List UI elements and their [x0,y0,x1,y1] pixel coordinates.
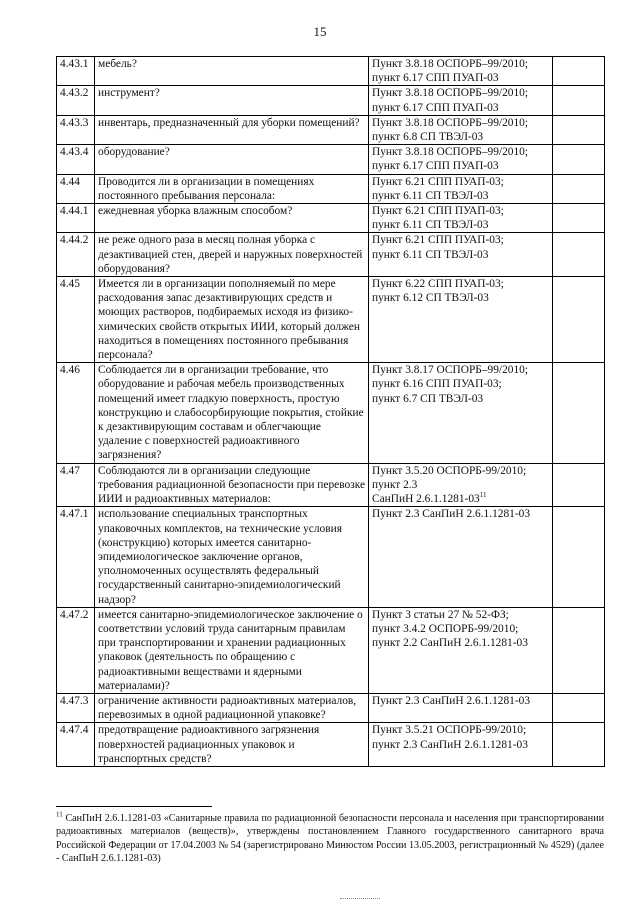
requirement-text: не реже одного раза в месяц полная уборка с дезактивацией стен, дверей и наружных поверхностей оборудования? [95,233,369,277]
blank-answer-cell [553,277,605,363]
requirement-text: оборудование? [95,145,369,174]
reference-line [372,86,549,100]
reference-cell [369,507,553,607]
requirement-text: Имеется ли в организации пополняемый по мере расходования запас дезактивирующих средств и моющих растворов, подбираемых исходя из физико-химических свойств открытых ИИИ, который должен находиться в помещениях постоянного пребывания персонала? [95,277,369,363]
reference-text: Пункт 3.5.20 ОСПОРБ-99/2010; [372,464,527,477]
reference-line [372,145,549,159]
reference-text: Пункт 2.3 СанПиН 2.6.1.1281-03 [372,694,531,707]
blank-answer-cell [553,233,605,277]
reference-text: пункт 2.2 СанПиН 2.6.1.1281-03 [372,637,528,650]
footnote-text: СанПиН 2.6.1.1281-03 «Санитарные правила по радиационной безопасности персонала и населения при транспортировании радиоактивных материалов (веществ)», утверждены постановлением Главного государственного санитарного врача Российской Федерации от 17.04.2003 № 54 (зарегистрировано Минюстом России 13.05.2003, регистрационный № 4529) (далее - СанПиН 2.6.1.1281-03) [56,813,604,864]
reference-line [372,738,549,752]
page-number: 15 [313,24,327,39]
reference-text: пункт 6.11 СП ТВЭЛ-03 [372,189,489,202]
item-number: 4.43.2 [57,86,95,115]
reference-cell [369,693,553,722]
requirement-text: имеется санитарно-эпидемиологическое заключение о соответствии условий труда санитарным правилам при транспортировании и хранении радиационных упаковок (деятельность по обращению с радиоактивными веществами и ядерными материалами)? [95,607,369,693]
footnote-divider [56,806,212,807]
reference-text: СанПиН 2.6.1.1281-03 [372,493,480,506]
reference-cell [369,115,553,144]
reference-line [372,218,549,232]
item-number: 4.44 [57,174,95,203]
blank-answer-cell [553,463,605,507]
table-row [57,693,605,722]
reference-cell [369,723,553,767]
reference-line [372,116,549,130]
reference-line [372,723,549,737]
reference-cell [369,363,553,463]
reference-line [372,636,549,650]
table-row [57,507,605,607]
blank-answer-cell [553,57,605,86]
table-row [57,363,605,463]
reference-text: пункт 6.7 СП ТВЭЛ-03 [372,392,484,405]
requirement-text: ограничение активности радиоактивных материалов, перевозимых в одной радиационной упаковке? [95,693,369,722]
reference-line [372,204,549,218]
requirement-text: Соблюдаются ли в организации следующие требования радиационной безопасности при перевозке ИИИ и радиоактивных материалов: [95,463,369,507]
reference-text: пункт 3.4.2 ОСПОРБ-99/2010; [372,622,519,635]
reference-line [372,101,549,115]
reference-line [372,277,549,291]
item-number: 4.43.1 [57,57,95,86]
item-number: 4.47.1 [57,507,95,607]
table-row [57,57,605,86]
reference-text: Пункт 3.8.18 ОСПОРБ–99/2010; [372,58,529,70]
reference-cell [369,607,553,693]
item-number: 4.44.1 [57,204,95,233]
blank-answer-cell [553,607,605,693]
reference-line [372,464,549,478]
table-row [57,607,605,693]
table-row [57,723,605,767]
item-number: 4.45 [57,277,95,363]
reference-line [372,248,549,262]
reference-line [372,507,549,521]
requirement-text: инструмент? [95,86,369,115]
reference-text: Пункт 3.8.18 ОСПОРБ–99/2010; [372,146,529,159]
reference-cell [369,204,553,233]
reference-line [372,291,549,305]
reference-text: Пункт 6.21 СПП ПУАП-03; [372,205,504,218]
item-number: 4.44.2 [57,233,95,277]
reference-line [372,175,549,189]
reference-text: пункт 2.3 [372,478,418,491]
table-row [57,145,605,174]
reference-line [372,71,549,85]
reference-text: пункт 6.17 СПП ПУАП-03 [372,101,499,114]
reference-line [372,492,549,506]
reference-line [372,363,549,377]
table-row [57,463,605,507]
reference-text: пункт 6.16 СПП ПУАП-03; [372,378,502,391]
requirement-text: мебель? [95,57,369,86]
scan-artifact [340,898,380,901]
reference-cell [369,463,553,507]
reference-text: Пункт 3.8.18 ОСПОРБ–99/2010; [372,116,529,129]
footnote-marker: 11 [56,810,63,819]
reference-text: пункт 6.11 СП ТВЭЛ-03 [372,248,489,261]
reference-line [372,478,549,492]
reference-text: Пункт 3.5.21 ОСПОРБ-99/2010; [372,724,527,737]
reference-text: пункт 6.17 СПП ПУАП-03 [372,160,499,173]
requirement-text: предотвращение радиоактивного загрязнения поверхностей радиационных упаковок и транспортных средств? [95,723,369,767]
reference-line [372,377,549,391]
table-row [57,233,605,277]
reference-line [372,130,549,144]
requirement-text: Соблюдается ли в организации требование, что оборудование и рабочая мебель производственных помещений имеет гладкую поверхность, простую конструкцию и слабосорбирующие покрытия, стойкие к дезактивирующим составам и облегчающие удаление с поверхностей радиоактивного загрязнения? [95,363,369,463]
reference-text: пункт 2.3 СанПиН 2.6.1.1281-03 [372,738,528,751]
item-number: 4.43.3 [57,115,95,144]
item-number: 4.43.4 [57,145,95,174]
reference-line [372,189,549,203]
blank-answer-cell [553,723,605,767]
reference-text: Пункт 6.21 СПП ПУАП-03; [372,175,504,188]
reference-line [372,233,549,247]
reference-text: Пункт 2.3 СанПиН 2.6.1.1281-03 [372,508,531,521]
blank-answer-cell [553,204,605,233]
blank-answer-cell [553,174,605,203]
reference-text: Пункт 3 статьи 27 № 52-ФЗ; [372,608,509,621]
footnote-reference: 11 [479,491,487,500]
item-number: 4.46 [57,363,95,463]
table-row [57,115,605,144]
table-row [57,277,605,363]
reference-cell [369,277,553,363]
reference-line [372,159,549,173]
reference-text: Пункт 6.22 СПП ПУАП-03; [372,278,504,291]
reference-text: пункт 6.12 СП ТВЭЛ-03 [372,292,489,305]
blank-answer-cell [553,115,605,144]
requirement-text: инвентарь, предназначенный для уборки помещений? [95,115,369,144]
blank-answer-cell [553,693,605,722]
requirement-text: использование специальных транспортных упаковочных комплектов, на технические условия (конструкцию) которых имеется санитарно-эпидемиологическое заключение органов, уполномоченных осуществлять федеральный государственный санитарно-эпидемиологический надзор? [95,507,369,607]
reference-cell [369,233,553,277]
item-number: 4.47.3 [57,693,95,722]
blank-answer-cell [553,145,605,174]
blank-answer-cell [553,507,605,607]
reference-cell [369,86,553,115]
reference-text: пункт 6.11 СП ТВЭЛ-03 [372,219,489,232]
reference-line [372,622,549,636]
requirement-text: Проводится ли в организации в помещениях постоянного пребывания персонала: [95,174,369,203]
blank-answer-cell [553,363,605,463]
reference-text: пункт 6.17 СПП ПУАП-03 [372,72,499,85]
item-number: 4.47.4 [57,723,95,767]
reference-text: Пункт 3.8.18 ОСПОРБ–99/2010; [372,87,529,100]
reference-text: Пункт 3.8.17 ОСПОРБ–99/2010; [372,364,529,377]
reference-line [372,694,549,708]
table-row [57,86,605,115]
reference-text: пункт 6.8 СП ТВЭЛ-03 [372,131,484,144]
reference-text: Пункт 6.21 СПП ПУАП-03; [372,234,504,247]
item-number: 4.47.2 [57,607,95,693]
requirement-text: ежедневная уборка влажным способом? [95,204,369,233]
reference-line [372,392,549,406]
checklist-table [56,56,605,767]
reference-line [372,57,549,71]
table-row [57,174,605,203]
blank-answer-cell [553,86,605,115]
reference-cell [369,174,553,203]
footnote [56,812,604,865]
reference-cell [369,145,553,174]
reference-line [372,608,549,622]
table-row [57,204,605,233]
item-number: 4.47 [57,463,95,507]
reference-cell [369,57,553,86]
